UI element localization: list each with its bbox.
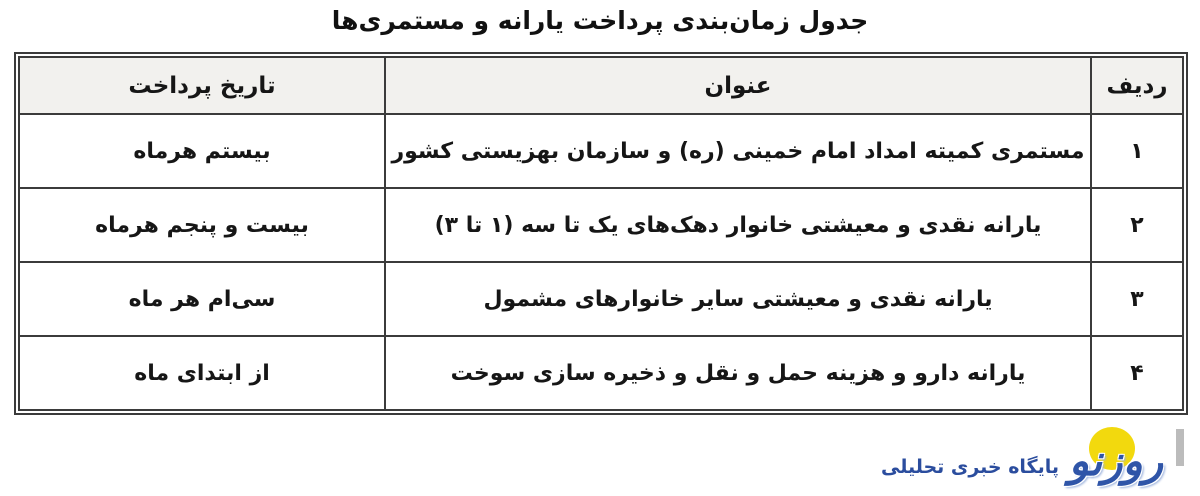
page-title: جدول زمان‌بندی پرداخت یارانه و مستمری‌ها	[331, 6, 869, 35]
table-row	[19, 262, 1183, 336]
title-cell: مستمری کمیته امداد امام خمینی (ره) و سازمان بهزیستی کشور	[385, 114, 1091, 188]
table-row	[19, 114, 1183, 188]
title-cell: یارانه دارو و هزینه حمل و نقل و ذخیره سازی سوخت	[385, 336, 1091, 410]
header-title: عنوان	[385, 57, 1091, 114]
header-row-number: ردیف	[1091, 57, 1183, 114]
rooznow-logo-wordmark: روزنو	[1068, 436, 1164, 485]
rooznow-logo-tagline: پایگاه خبری تحلیلی	[880, 456, 1060, 478]
payments-schedule-table	[14, 52, 1188, 415]
row-number-cell: ۴	[1091, 336, 1183, 410]
payment-date-cell: سی‌ام هر ماه	[19, 262, 385, 336]
table-header-row	[19, 57, 1183, 114]
row-number-cell: ۲	[1091, 188, 1183, 262]
table-row	[19, 336, 1183, 410]
title-cell: یارانه نقدی و معیشتی خانوار دهک‌های یک تا سه (۱ تا ۳)	[385, 188, 1091, 262]
header-payment-date: تاریخ پرداخت	[19, 57, 385, 114]
row-number-cell: ۳	[1091, 262, 1183, 336]
payment-date-cell: بیستم هرماه	[19, 114, 385, 188]
payment-date-cell: از ابتدای ماه	[19, 336, 385, 410]
title-cell: یارانه نقدی و معیشتی سایر خانوارهای مشمول	[385, 262, 1091, 336]
table-row	[19, 188, 1183, 262]
payment-date-cell: بیست و پنجم هرماه	[19, 188, 385, 262]
row-number-cell: ۱	[1091, 114, 1183, 188]
